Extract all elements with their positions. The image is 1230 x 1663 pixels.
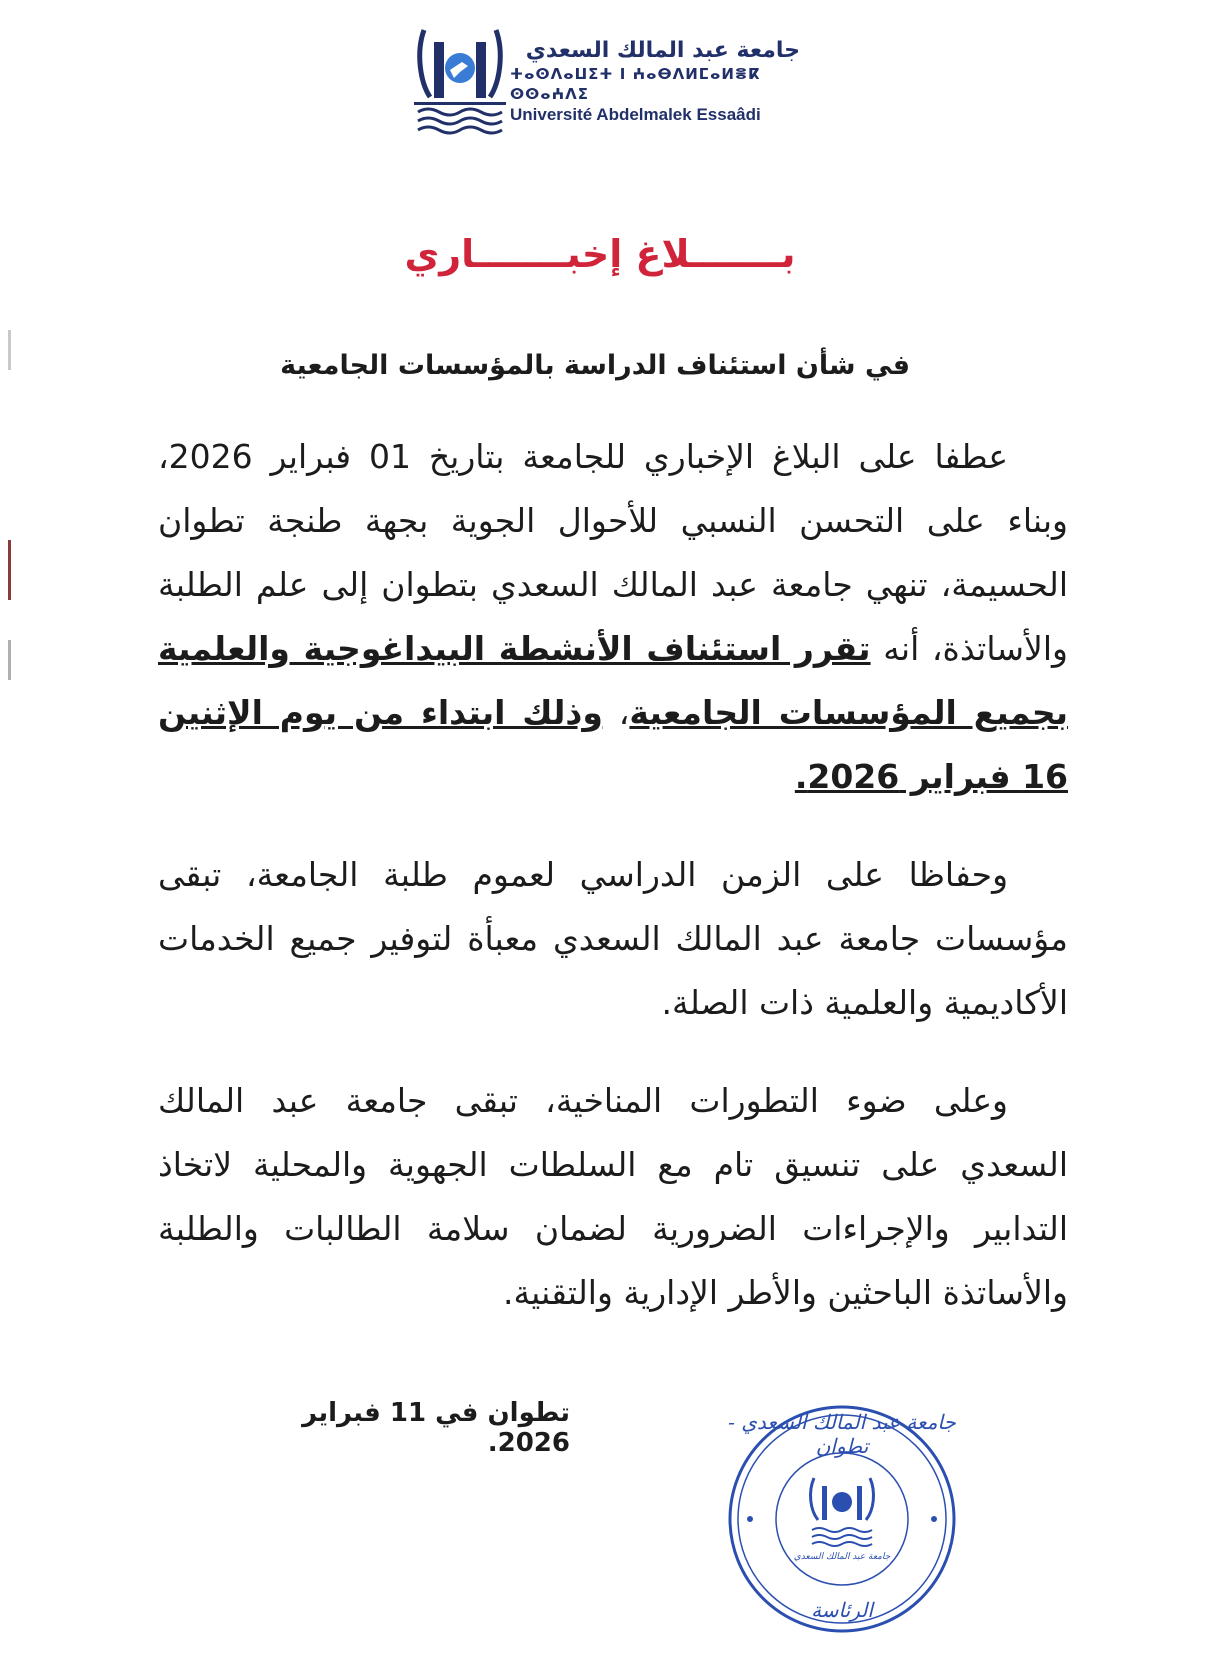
scan-edge-mark [8, 640, 11, 680]
paragraph-1-separator: ، [602, 693, 630, 732]
university-name-french: Université Abdelmalek Essaâdi [510, 105, 761, 124]
paragraph-1-intro: عطفا على البلاغ الإخباري للجامعة بتاريخ 01 فبراير 2026، وبناء على التحسن النسبي للأحوال الجوية بجهة طنجة تطوان الحسيمة، تنهي جامعة عبد المالك السعدي بتطوان إلى علم الطلبة والأساتذة، أنه [158, 437, 1068, 668]
scan-edge-mark [8, 540, 11, 600]
university-logo [410, 22, 810, 142]
paragraph-2: وحفاظا على الزمن الدراسي لعموم طلبة الجامعة، تبقى مؤسسات جامعة عبد المالك السعدي معبأة لتوفير جميع الخدمات الأكاديمية والعلمية ذات الصلة. [158, 855, 1068, 1022]
paragraph-1-emphasis-date: وذلك ابتداء من يوم الإثنين 16 فبراير 2026. [158, 693, 1068, 796]
stamp-inner-text: جامعة عبد المالك السعدي [793, 1552, 891, 1562]
paragraph-1-emphasis-decision: تقرر استئناف الأنشطة البيداغوجية والعلمية بجميع المؤسسات الجامعية [158, 629, 1069, 732]
paragraph-1 [158, 425, 1068, 809]
dateline: تطوان في 11 فبراير 2026. [302, 1398, 570, 1458]
university-emblem-icon [410, 22, 510, 142]
stamp-outer-text: جامعة عبد المالك السعدي - تطوان [728, 1410, 956, 1458]
university-name-arabic: جامعة عبد المالك السعدي [525, 38, 800, 63]
university-name-tifinagh: ⵜⴰⵙⴷⴰⵡⵉⵜ ⵏ ⵄⴰⴱⴷⵍⵎⴰⵍⴻⴽ ⵙⵙⴰⵄⴷⵉ [510, 65, 761, 103]
university-name-block [510, 38, 810, 126]
announcement-body [158, 425, 1068, 1325]
stamp-bottom-text: الرئاسة [811, 1598, 873, 1622]
subject-line: في شأن استئناف الدراسة بالمؤسسات الجامعية [280, 350, 910, 381]
official-stamp [722, 1396, 962, 1642]
scan-edge-mark [8, 330, 11, 370]
paragraph-3: وعلى ضوء التطورات المناخية، تبقى جامعة عبد المالك السعدي على تنسيق تام مع السلطات الجهوية والمحلية لاتخاذ التدابير والإجراءات الضرورية لضمان سلامة الطالبات والطلبة والأساتذة الباحثين والأطر الإدارية والتقنية. [158, 1081, 1068, 1312]
announcement-title: بـــــــلاغ إخبـــــــاري [404, 232, 796, 276]
